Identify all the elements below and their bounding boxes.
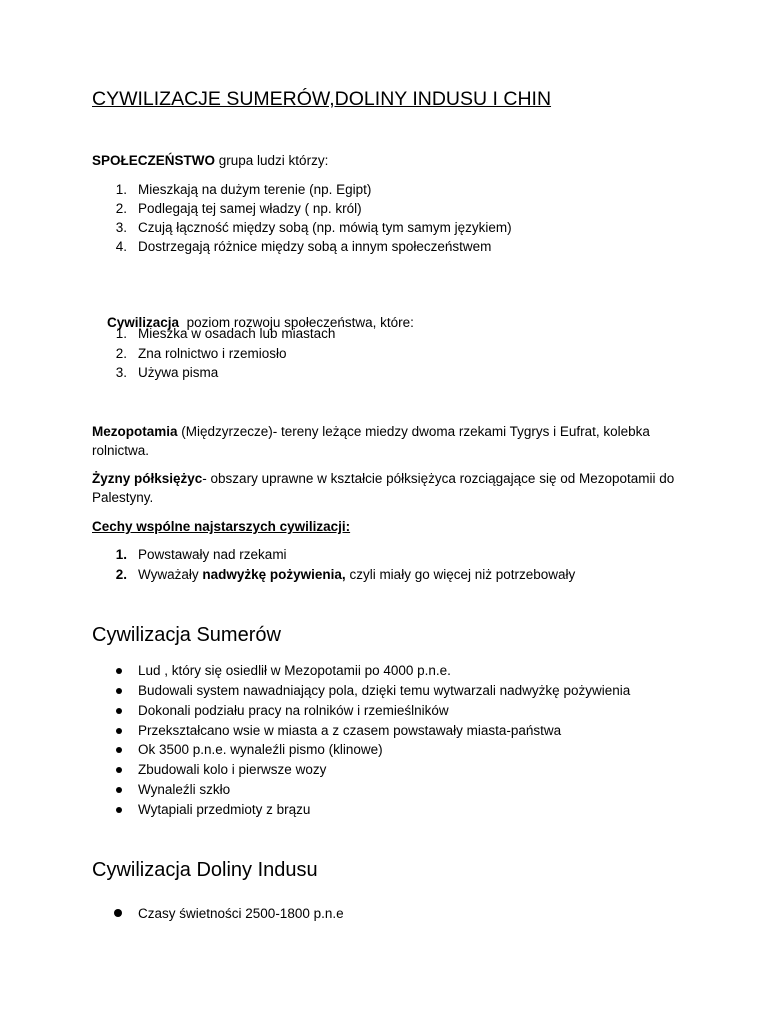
list-number: 3. [115, 220, 127, 235]
civilization-definition-text: poziom rozwoju społeczeństwa, które: [179, 315, 414, 330]
bullet-icon [116, 807, 122, 813]
list-item-emphasis: nadwyżkę pożywienia, [202, 567, 346, 582]
civilization-term: Cywilizacja [107, 315, 180, 330]
crescent-paragraph [92, 469, 682, 507]
sumer-heading: Cywilizacja Sumerów [92, 624, 281, 646]
society-term: SPOŁECZEŃSTWO [92, 153, 216, 168]
mesopotamia-definition: (Międzyrzecze)- tereny leżące miedzy dwoma rzekami Tygrys i Eufrat, kolebka rolnictwa. [92, 424, 650, 458]
society-definition-text: grupa ludzi którzy: [215, 153, 329, 168]
list-item: Wytapiali przedmioty z brązu [138, 802, 311, 817]
bullet-icon [116, 688, 122, 694]
list-item: Zna rolnictwo i rzemiosło [138, 346, 287, 361]
list-item: Zbudowali kolo i pierwsze wozy [138, 762, 327, 777]
list-number: 3. [115, 365, 127, 380]
bullet-icon [116, 767, 122, 773]
list-item: Powstawały nad rzekami [138, 547, 287, 562]
list-item: Przekształcano wsie w miasta a z czasem powstawały miasta-państwa [138, 723, 562, 738]
bullet-icon [116, 728, 122, 734]
list-item-text: czyli miały go więcej niż potrzebowały [345, 567, 576, 582]
indus-heading: Cywilizacja Doliny Indusu [92, 859, 318, 881]
common-features-heading: Cechy wspólne najstarszych cywilizacji: [92, 519, 351, 534]
bullet-icon [114, 909, 122, 917]
society-definition [92, 152, 328, 170]
list-item [138, 566, 575, 584]
list-item: Wynaleźli szkło [138, 782, 231, 797]
bullet-icon [116, 747, 122, 753]
list-item: Czują łączność między sobą (np. mówią tym samym językiem) [138, 220, 512, 235]
list-number: 2. [115, 346, 127, 361]
list-number: 2. [115, 567, 127, 582]
document-title: CYWILIZACJE SUMERÓW,DOLINY INDUSU I CHIN [92, 88, 552, 110]
bullet-icon [116, 668, 122, 674]
list-number: 1. [115, 182, 127, 197]
list-item: Czasy świetności 2500-1800 p.n.e [138, 906, 344, 921]
list-item: Używa pisma [138, 365, 219, 380]
list-number: 1. [115, 326, 127, 341]
list-item: Mieszka w osadach lub miastach [138, 326, 336, 341]
list-item: Mieszkają na dużym terenie (np. Egipt) [138, 182, 372, 197]
mesopotamia-paragraph [92, 422, 682, 460]
list-item: Dokonali podziału pracy na rolników i rzemieślników [138, 703, 449, 718]
bullet-icon [116, 787, 122, 793]
crescent-definition: - obszary uprawne w kształcie półksiężyca rozciągające się od Mezopotamii do Palestyny. [92, 471, 675, 505]
mesopotamia-term: Mezopotamia [92, 424, 178, 439]
bullet-icon [116, 708, 122, 714]
list-number: 2. [115, 201, 127, 216]
crescent-term: Żyzny półksiężyc [92, 471, 203, 486]
list-number: 4. [115, 239, 127, 254]
list-item: Ok 3500 p.n.e. wynaleźli pismo (klinowe) [138, 742, 383, 757]
list-item: Lud , który się osiedlił w Mezopotamii po 4000 p.n.e. [138, 663, 451, 678]
list-item-text: Wyważały [138, 567, 203, 582]
list-item: Budowali system nawadniający pola, dzięki temu wytwarzali nadwyżkę pożywienia [138, 683, 631, 698]
list-number: 1. [115, 547, 127, 562]
list-item: Podlegają tej samej władzy ( np. król) [138, 201, 362, 216]
list-item: Dostrzegają różnice między sobą a innym społeczeństwem [138, 239, 492, 254]
